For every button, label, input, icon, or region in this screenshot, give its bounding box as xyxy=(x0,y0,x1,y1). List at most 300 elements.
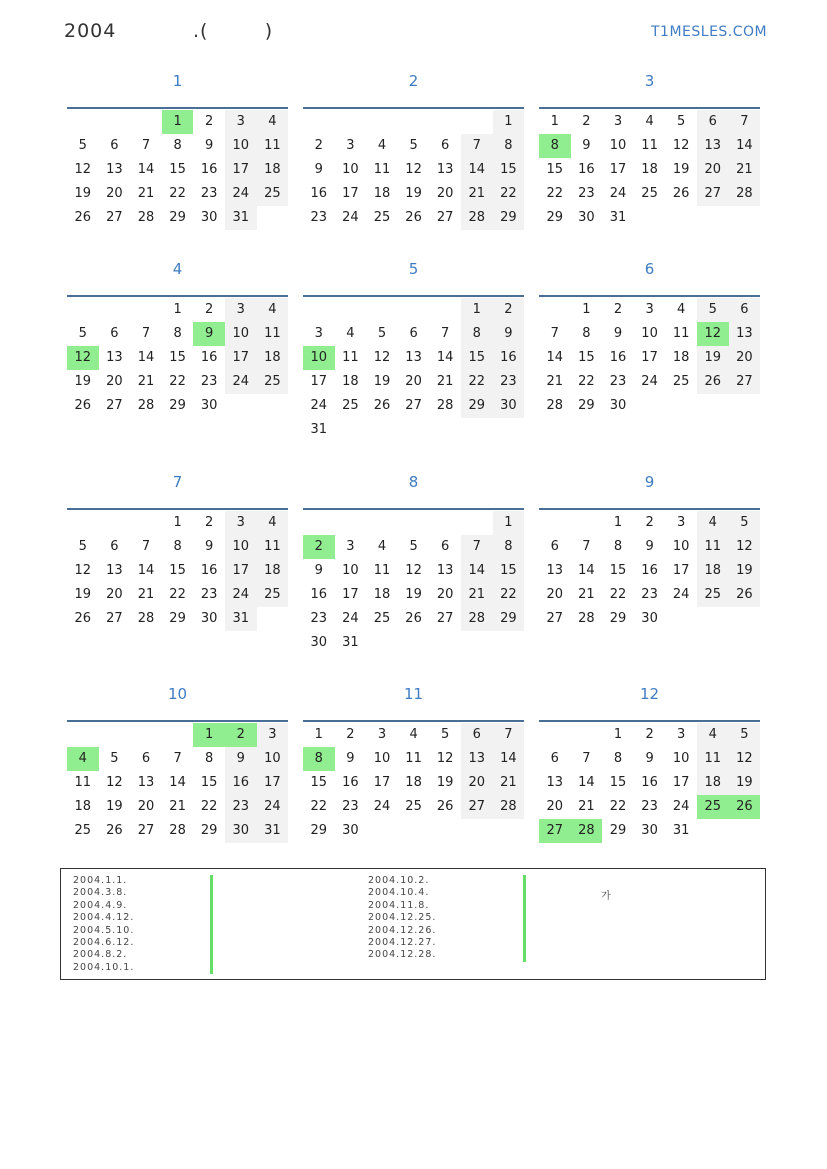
day-cell: 25 xyxy=(342,398,359,413)
day-cell: 16 xyxy=(578,162,595,177)
day-cell: 18 xyxy=(342,374,359,389)
day-cell: 12 xyxy=(405,162,422,177)
day-cell: 15 xyxy=(200,775,218,790)
day-cell: 6 xyxy=(141,751,151,766)
day-cell: 8 xyxy=(173,539,182,554)
holiday-day-cell: 2 xyxy=(225,723,257,747)
day-cell: 5 xyxy=(78,539,87,554)
day-cell: 9 xyxy=(205,539,214,554)
empty-day-cell xyxy=(461,631,493,655)
month-grid xyxy=(539,298,760,418)
day-cell: 20 xyxy=(546,587,564,602)
holiday-date: 2004.10.4. xyxy=(368,887,430,899)
day-cell: 21 xyxy=(137,374,155,389)
day-cell: 27 xyxy=(436,210,454,225)
day-cell: 12 xyxy=(106,775,123,790)
day-cell: 30 xyxy=(200,398,218,413)
day-cell: 17 xyxy=(672,775,690,790)
day-cell: 11 xyxy=(697,747,729,771)
day-cell: 26 xyxy=(373,398,391,413)
day-cell: 25 xyxy=(257,182,289,206)
day-cell: 27 xyxy=(697,182,729,206)
empty-day-cell xyxy=(162,723,194,747)
day-cell: 4 xyxy=(697,723,729,747)
day-cell: 30 xyxy=(493,394,525,418)
empty-day-cell xyxy=(398,511,430,535)
day-cell: 25 xyxy=(641,186,658,201)
holiday-date: 2004.12.28. xyxy=(368,949,437,961)
day-cell: 18 xyxy=(405,775,422,790)
day-cell: 15 xyxy=(609,563,627,578)
day-cell: 9 xyxy=(314,563,323,578)
empty-day-cell xyxy=(429,511,461,535)
day-cell: 17 xyxy=(373,775,391,790)
holiday-day-cell: 10 xyxy=(303,346,335,370)
day-cell: 26 xyxy=(405,210,422,225)
month-title: 12 xyxy=(639,685,660,703)
empty-day-cell xyxy=(665,394,697,418)
day-cell: 30 xyxy=(310,635,328,650)
day-cell: 5 xyxy=(729,511,761,535)
month-title: 8 xyxy=(408,473,419,491)
day-cell: 25 xyxy=(373,210,391,225)
year-heading-suffix: .( ) xyxy=(193,20,274,42)
day-cell: 14 xyxy=(578,775,595,790)
empty-day-cell xyxy=(303,511,335,535)
day-cell: 18 xyxy=(74,799,92,814)
month-rule xyxy=(539,295,760,297)
day-cell: 27 xyxy=(729,370,761,394)
legend-note: 가 xyxy=(601,891,611,902)
day-cell: 28 xyxy=(169,823,186,838)
day-cell: 26 xyxy=(74,210,92,225)
day-cell: 12 xyxy=(729,747,761,771)
day-cell: 15 xyxy=(493,559,525,583)
day-cell: 16 xyxy=(641,563,658,578)
holiday-date: 2004.10.1. xyxy=(73,961,135,973)
day-cell: 1 xyxy=(550,114,559,129)
empty-day-cell xyxy=(493,418,525,442)
day-cell: 15 xyxy=(169,350,186,365)
day-cell: 29 xyxy=(310,823,328,838)
empty-day-cell xyxy=(303,110,335,134)
day-cell: 26 xyxy=(74,611,92,626)
site-brand-link[interactable]: T1MESLES.COM xyxy=(651,24,768,40)
day-cell: 16 xyxy=(310,587,328,602)
holiday-date: 2004.11.8. xyxy=(368,899,430,911)
day-cell: 30 xyxy=(342,823,359,838)
day-cell: 10 xyxy=(225,322,257,346)
day-cell: 24 xyxy=(672,799,690,814)
day-cell: 20 xyxy=(546,799,564,814)
empty-day-cell xyxy=(429,110,461,134)
empty-day-cell xyxy=(130,511,162,535)
day-cell: 17 xyxy=(310,374,328,389)
day-cell: 8 xyxy=(173,138,182,153)
day-cell: 22 xyxy=(493,583,525,607)
day-cell: 22 xyxy=(200,799,218,814)
day-cell: 21 xyxy=(729,158,761,182)
day-cell: 6 xyxy=(110,138,119,153)
day-cell: 19 xyxy=(373,374,391,389)
month-grid xyxy=(303,511,524,655)
day-cell: 2 xyxy=(205,114,214,129)
day-cell: 6 xyxy=(729,298,761,322)
month-grid xyxy=(67,723,288,843)
day-cell: 14 xyxy=(729,134,761,158)
day-cell: 2 xyxy=(314,138,323,153)
empty-day-cell xyxy=(67,723,99,747)
day-cell: 9 xyxy=(645,751,654,766)
day-cell: 18 xyxy=(697,559,729,583)
day-cell: 24 xyxy=(342,210,359,225)
day-cell: 28 xyxy=(137,398,155,413)
day-cell: 12 xyxy=(436,751,454,766)
day-cell: 29 xyxy=(578,398,595,413)
month-grid xyxy=(303,723,524,843)
day-cell: 27 xyxy=(137,823,155,838)
day-cell: 3 xyxy=(314,326,323,341)
day-cell: 17 xyxy=(225,158,257,182)
empty-day-cell xyxy=(335,298,367,322)
day-cell: 7 xyxy=(582,539,591,554)
day-cell: 17 xyxy=(672,563,690,578)
empty-day-cell xyxy=(697,394,729,418)
day-cell: 4 xyxy=(257,298,289,322)
day-cell: 14 xyxy=(493,747,525,771)
day-cell: 19 xyxy=(74,374,92,389)
day-cell: 17 xyxy=(225,346,257,370)
day-cell: 24 xyxy=(310,398,328,413)
day-cell: 20 xyxy=(106,374,123,389)
day-cell: 24 xyxy=(609,186,627,201)
day-cell: 21 xyxy=(137,186,155,201)
day-cell: 6 xyxy=(697,110,729,134)
empty-day-cell xyxy=(697,819,729,843)
holiday-date: 2004.4.9. xyxy=(73,899,128,911)
day-cell: 2 xyxy=(205,302,214,317)
day-cell: 16 xyxy=(641,775,658,790)
day-cell: 13 xyxy=(729,322,761,346)
day-cell: 25 xyxy=(672,374,690,389)
day-cell: 31 xyxy=(342,635,359,650)
day-cell: 26 xyxy=(729,583,761,607)
holiday-date: 2004.12.25. xyxy=(368,912,437,924)
day-cell: 1 xyxy=(582,302,591,317)
month-rule xyxy=(539,720,760,722)
day-cell: 17 xyxy=(342,587,359,602)
day-cell: 18 xyxy=(672,350,690,365)
day-cell: 18 xyxy=(257,346,289,370)
day-cell: 31 xyxy=(609,210,627,225)
month-grid xyxy=(67,511,288,631)
day-cell: 17 xyxy=(342,186,359,201)
day-cell: 11 xyxy=(405,751,422,766)
empty-day-cell xyxy=(366,819,398,843)
empty-day-cell xyxy=(634,394,666,418)
day-cell: 11 xyxy=(373,563,391,578)
day-cell: 30 xyxy=(200,611,218,626)
day-cell: 16 xyxy=(609,350,627,365)
day-cell: 15 xyxy=(169,162,186,177)
day-cell: 3 xyxy=(257,723,289,747)
empty-day-cell xyxy=(634,206,666,230)
empty-day-cell xyxy=(697,206,729,230)
month-rule xyxy=(303,720,524,722)
empty-day-cell xyxy=(697,607,729,631)
day-cell: 2 xyxy=(582,114,591,129)
empty-day-cell xyxy=(257,607,289,631)
empty-day-cell xyxy=(398,631,430,655)
empty-day-cell xyxy=(429,418,461,442)
month-rule xyxy=(67,295,288,297)
day-cell: 6 xyxy=(441,138,450,153)
day-cell: 23 xyxy=(578,186,595,201)
day-cell: 30 xyxy=(641,823,658,838)
day-cell: 29 xyxy=(169,398,186,413)
day-cell: 21 xyxy=(578,799,595,814)
month-title: 9 xyxy=(644,473,655,491)
day-cell: 10 xyxy=(672,751,690,766)
day-cell: 19 xyxy=(405,587,422,602)
day-cell: 16 xyxy=(200,162,218,177)
holiday-date: 2004.12.27. xyxy=(368,937,437,949)
day-cell: 19 xyxy=(672,162,690,177)
empty-day-cell xyxy=(130,298,162,322)
day-cell: 23 xyxy=(200,587,218,602)
day-cell: 27 xyxy=(106,210,123,225)
day-cell: 8 xyxy=(493,134,525,158)
day-cell: 19 xyxy=(106,799,123,814)
day-cell: 11 xyxy=(672,326,690,341)
day-cell: 14 xyxy=(137,563,155,578)
day-cell: 26 xyxy=(697,370,729,394)
day-cell: 16 xyxy=(200,350,218,365)
day-cell: 28 xyxy=(137,210,155,225)
day-cell: 30 xyxy=(200,210,218,225)
day-cell: 20 xyxy=(461,771,493,795)
empty-day-cell xyxy=(366,110,398,134)
day-cell: 5 xyxy=(409,539,418,554)
day-cell: 17 xyxy=(257,771,289,795)
month-title: 11 xyxy=(403,685,424,703)
day-cell: 17 xyxy=(225,559,257,583)
day-cell: 30 xyxy=(578,210,595,225)
empty-day-cell xyxy=(665,206,697,230)
day-cell: 14 xyxy=(169,775,186,790)
empty-day-cell xyxy=(539,511,571,535)
day-cell: 9 xyxy=(346,751,355,766)
day-cell: 6 xyxy=(110,539,119,554)
day-cell: 22 xyxy=(493,182,525,206)
day-cell: 10 xyxy=(342,162,359,177)
month-rule xyxy=(67,508,288,510)
day-cell: 1 xyxy=(613,727,623,742)
day-cell: 21 xyxy=(578,587,595,602)
empty-day-cell xyxy=(130,110,162,134)
day-cell: 31 xyxy=(225,607,257,631)
day-cell: 22 xyxy=(310,799,328,814)
day-cell: 20 xyxy=(436,186,454,201)
day-cell: 13 xyxy=(436,563,454,578)
month-rule xyxy=(67,107,288,109)
day-cell: 1 xyxy=(613,515,623,530)
day-cell: 24 xyxy=(373,799,391,814)
holiday-list-column-1 xyxy=(73,875,134,974)
month-grid xyxy=(539,110,760,230)
day-cell: 4 xyxy=(257,110,289,134)
month-title: 6 xyxy=(644,260,655,278)
day-cell: 26 xyxy=(106,823,123,838)
day-cell: 13 xyxy=(405,350,422,365)
day-cell: 14 xyxy=(578,563,595,578)
day-cell: 1 xyxy=(173,302,182,317)
day-cell: 8 xyxy=(493,535,525,559)
day-cell: 19 xyxy=(74,587,92,602)
day-cell: 23 xyxy=(493,370,525,394)
holiday-date: 2004.6.12. xyxy=(73,937,135,949)
day-cell: 3 xyxy=(225,511,257,535)
day-cell: 8 xyxy=(613,539,623,554)
day-cell: 10 xyxy=(609,138,627,153)
day-cell: 3 xyxy=(377,727,387,742)
day-cell: 5 xyxy=(729,723,761,747)
day-cell: 13 xyxy=(137,775,155,790)
day-cell: 11 xyxy=(342,350,359,365)
day-cell: 13 xyxy=(106,563,123,578)
day-cell: 27 xyxy=(461,795,493,819)
day-cell: 10 xyxy=(672,539,690,554)
day-cell: 22 xyxy=(169,186,186,201)
day-cell: 5 xyxy=(78,138,87,153)
day-cell: 20 xyxy=(137,799,155,814)
day-cell: 24 xyxy=(342,611,359,626)
empty-day-cell xyxy=(67,110,99,134)
day-cell: 15 xyxy=(578,350,595,365)
day-cell: 12 xyxy=(405,563,422,578)
day-cell: 20 xyxy=(106,587,123,602)
day-cell: 6 xyxy=(550,751,559,766)
day-cell: 3 xyxy=(677,515,686,530)
day-cell: 1 xyxy=(173,515,182,530)
day-cell: 9 xyxy=(493,322,525,346)
month-title: 7 xyxy=(172,473,183,491)
day-cell: 6 xyxy=(461,723,493,747)
holiday-day-cell: 4 xyxy=(67,747,99,771)
holiday-legend xyxy=(60,868,766,980)
day-cell: 23 xyxy=(310,611,328,626)
day-cell: 7 xyxy=(729,110,761,134)
holiday-date: 2004.1.1. xyxy=(73,875,128,886)
day-cell: 23 xyxy=(609,374,627,389)
empty-day-cell xyxy=(493,819,525,843)
day-cell: 2 xyxy=(493,298,525,322)
day-cell: 13 xyxy=(546,563,564,578)
holiday-day-cell: 26 xyxy=(729,795,761,819)
day-cell: 4 xyxy=(409,727,418,742)
day-cell: 7 xyxy=(141,326,151,341)
holiday-list-column-2 xyxy=(368,875,436,962)
day-cell: 29 xyxy=(169,611,186,626)
empty-day-cell xyxy=(571,723,603,747)
day-cell: 1 xyxy=(461,298,493,322)
day-cell: 20 xyxy=(697,158,729,182)
month-rule xyxy=(303,107,524,109)
empty-day-cell xyxy=(539,298,571,322)
empty-day-cell xyxy=(257,394,289,418)
day-cell: 17 xyxy=(641,350,658,365)
holiday-day-cell: 12 xyxy=(67,346,99,370)
day-cell: 22 xyxy=(609,587,627,602)
day-cell: 11 xyxy=(257,134,289,158)
month-title: 3 xyxy=(644,72,655,90)
day-cell: 31 xyxy=(257,819,289,843)
holiday-day-cell: 1 xyxy=(193,723,225,747)
day-cell: 10 xyxy=(257,747,289,771)
empty-day-cell xyxy=(429,631,461,655)
empty-day-cell xyxy=(366,418,398,442)
day-cell: 16 xyxy=(493,346,525,370)
day-cell: 4 xyxy=(257,511,289,535)
day-cell: 27 xyxy=(546,611,564,626)
day-cell: 5 xyxy=(110,751,119,766)
empty-day-cell xyxy=(729,607,761,631)
holiday-date: 2004.5.10. xyxy=(73,924,135,936)
day-cell: 22 xyxy=(461,370,493,394)
day-cell: 30 xyxy=(225,819,257,843)
day-cell: 27 xyxy=(405,398,422,413)
month-title: 2 xyxy=(408,72,419,90)
empty-day-cell xyxy=(99,723,131,747)
empty-day-cell xyxy=(99,110,131,134)
day-cell: 24 xyxy=(641,374,658,389)
day-cell: 24 xyxy=(672,587,690,602)
day-cell: 16 xyxy=(200,563,218,578)
day-cell: 25 xyxy=(257,370,289,394)
holiday-date: 2004.4.12. xyxy=(73,912,135,924)
day-cell: 13 xyxy=(546,775,564,790)
day-cell: 11 xyxy=(257,322,289,346)
day-cell: 7 xyxy=(141,138,151,153)
day-cell: 1 xyxy=(493,110,525,134)
holiday-day-cell: 1 xyxy=(162,110,194,134)
day-cell: 26 xyxy=(74,398,92,413)
day-cell: 2 xyxy=(205,515,214,530)
day-cell: 25 xyxy=(257,583,289,607)
holiday-date: 2004.3.8. xyxy=(73,887,128,899)
day-cell: 26 xyxy=(672,186,690,201)
day-cell: 2 xyxy=(645,515,654,530)
day-cell: 13 xyxy=(436,162,454,177)
day-cell: 28 xyxy=(578,611,595,626)
day-cell: 27 xyxy=(436,611,454,626)
month-grid xyxy=(539,723,760,843)
day-cell: 23 xyxy=(225,795,257,819)
day-cell: 7 xyxy=(582,751,591,766)
holiday-day-cell: 8 xyxy=(539,134,571,158)
day-cell: 12 xyxy=(373,350,391,365)
day-cell: 14 xyxy=(137,162,155,177)
month-rule xyxy=(539,107,760,109)
day-cell: 2 xyxy=(613,302,623,317)
day-cell: 18 xyxy=(697,771,729,795)
month-rule xyxy=(303,295,524,297)
empty-day-cell xyxy=(539,723,571,747)
holiday-date: 2004.12.26. xyxy=(368,924,437,936)
day-cell: 3 xyxy=(677,727,686,742)
day-cell: 6 xyxy=(409,326,418,341)
day-cell: 8 xyxy=(173,326,182,341)
